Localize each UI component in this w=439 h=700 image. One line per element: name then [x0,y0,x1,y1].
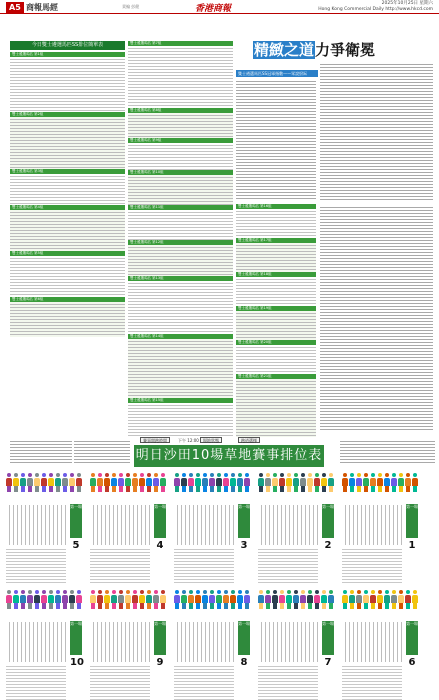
race-tab: 第一場 [322,504,334,538]
jockey-silk-icon [188,473,194,493]
jockey-silk-icon [307,590,313,610]
table-block: 雙士遴選馬匹 第9組 [128,138,233,173]
jockey-silk-icon [384,473,390,493]
jockey-silk-icon [153,473,159,493]
jockey-silks-row [90,470,168,498]
jockey-silk-icon [356,473,362,493]
table-block: 雙士遴選馬匹 第11組 [128,205,233,243]
jockey-silk-icon [265,473,271,493]
jockey-silk-icon [6,590,12,610]
race-block [6,587,84,668]
race-number: 2 [324,540,332,551]
jockey-silk-icon [104,473,110,493]
jockey-silk-icon [286,473,292,493]
jockey-silk-icon [307,473,313,493]
race-number: 7 [324,657,332,668]
jockey-silk-icon [223,473,229,493]
jockey-silk-icon [363,473,369,493]
jockey-silk-icon [125,590,131,610]
horse-list [6,505,66,545]
jockey-silk-icon [188,590,194,610]
brand-logo: 香港商報 [195,4,232,14]
jockey-silk-icon [55,473,61,493]
jockey-silk-icon [62,473,68,493]
table-block: 雙士遴選馬匹 第13組 [128,276,233,337]
jockey-silk-icon [230,590,236,610]
race-block [342,587,420,668]
race-number: 6 [408,657,416,668]
jockey-silk-icon [321,473,327,493]
jockey-silks-row [342,470,420,498]
table-block: 雙士遴選馬匹 第21組 [236,374,316,437]
start-time-label: 賽事開跑時間 [140,437,170,443]
horse-list [6,622,66,662]
jockey-silk-icon [111,590,117,610]
table-block: 雙士遴選馬匹 第8組 [128,108,233,141]
jockey-silk-icon [391,590,397,610]
horse-stats [90,664,150,700]
table-block: 雙士遴選馬匹 第20組 [236,340,316,375]
table-block: 雙士遴選馬匹 第17組 [236,238,316,273]
race-tab: 第一場 [238,504,250,538]
jockey-silk-icon [342,590,348,610]
table-block: 雙士遴選馬匹 第2組 [10,112,125,172]
race-tab: 第一場 [406,621,418,655]
jockey-silk-icon [244,590,250,610]
race-block [342,470,420,551]
jockey-silk-icon [76,590,82,610]
jockey-silk-icon [356,590,362,610]
jockey-silk-icon [41,473,47,493]
table-block: 雙士遴選馬匹 第6組 [10,297,125,337]
jockey-silk-icon [146,590,152,610]
jockey-silk-icon [27,473,33,493]
jockey-silk-icon [370,473,376,493]
jockey-silk-icon [34,590,40,610]
jockey-silk-icon [216,590,222,610]
race-number: 10 [70,657,84,668]
table-block: 雙士遴選馬匹 第1組 [10,52,125,115]
jockey-silk-icon [279,473,285,493]
start-time-value: 下午 12:00 [178,438,199,443]
race-number: 9 [156,657,164,668]
race-card-title: 明日沙田10場草地賽事排位表 [134,445,324,467]
horse-list [90,622,150,662]
jockey-silk-icon [405,473,411,493]
jockey-silk-icon [412,590,418,610]
jockey-silks-row [342,587,420,615]
date-line: 2025年10月25日 星期六 Hong Kong Commercial Daily http://www.hkcd.com [318,1,433,12]
jockey-silk-icon [48,590,54,610]
race-block [174,470,252,551]
race-tab: 第一場 [154,621,166,655]
jockey-silk-icon [76,473,82,493]
jockey-silk-icon [405,590,411,610]
article-body [236,79,316,201]
jockey-silk-icon [181,473,187,493]
jockey-silk-icon [62,590,68,610]
jockey-silk-icon [139,473,145,493]
jockey-silk-icon [125,473,131,493]
jockey-silk-icon [384,590,390,610]
horse-list [174,505,234,545]
race-block [258,587,336,668]
jockey-silk-icon [314,590,320,610]
editor-credit: 責編 彭健 [122,4,140,9]
jockey-silk-icon [209,590,215,610]
going-label: 場地狀態 [200,437,222,443]
jockey-silk-icon [223,590,229,610]
jockey-silk-icon [27,590,33,610]
jockey-silk-icon [237,473,243,493]
jockey-silk-icon [90,590,96,610]
jockey-silk-icon [20,473,26,493]
jockey-silk-icon [328,473,334,493]
race-tab: 第一場 [70,504,82,538]
jockey-silk-icon [132,473,138,493]
feature-title: 精緻之道力爭衛冕 [254,41,376,59]
jockey-silks-row [174,587,252,615]
jockey-silk-icon [293,473,299,493]
race-block [258,470,336,551]
horse-list [174,622,234,662]
jockey-silk-icon [244,473,250,493]
horse-stats [174,547,234,585]
race-block [174,587,252,668]
jockey-silk-icon [153,590,159,610]
jockey-silk-icon [286,590,292,610]
table-block: 雙士遴選馬匹 第18組 [236,272,316,307]
jockey-silk-icon [13,590,19,610]
jockey-silk-icon [370,590,376,610]
section-title: 商報馬經 [26,3,58,12]
race-tab: 第一場 [154,504,166,538]
jockey-silk-icon [90,473,96,493]
horse-stats [90,547,150,585]
page-header [0,0,439,14]
jockey-silk-icon [272,473,278,493]
race-tab: 第一場 [322,621,334,655]
jockey-silk-icon [349,473,355,493]
table-block: 雙士遴選馬匹 第10組 [128,170,233,208]
race-block [90,587,168,668]
race-number: 3 [240,540,248,551]
race-tab: 第一場 [406,504,418,538]
horse-stats [6,547,66,585]
jockey-silk-icon [279,590,285,610]
jockey-silk-icon [230,473,236,493]
jockey-silk-icon [265,590,271,610]
jockey-silks-row [6,587,84,615]
jockey-silk-icon [328,590,334,610]
table-block: 雙士遴選馬匹 第14組 [128,334,233,401]
jockey-silk-icon [412,473,418,493]
jockey-silk-icon [181,590,187,610]
jockey-silk-icon [97,590,103,610]
race-number: 1 [408,540,416,551]
jockey-silk-icon [321,590,327,610]
jockey-silk-icon [202,473,208,493]
race-number: 4 [156,540,164,551]
jockey-silk-icon [209,473,215,493]
horse-stats [174,664,234,700]
jockey-silks-row [258,470,336,498]
jockey-silk-icon [258,473,264,493]
jockey-silk-icon [146,473,152,493]
table-block: 雙士遴選馬匹 第15組 [128,398,233,437]
horse-stats [342,664,402,700]
jockey-silks-row [174,470,252,498]
jockey-silk-icon [216,473,222,493]
table-block: 雙士遴選馬匹 第3組 [10,169,125,208]
horse-list [258,505,318,545]
jockey-silk-icon [69,473,75,493]
table-block: 雙士遴選馬匹 第5組 [10,251,125,300]
jockey-silk-icon [377,590,383,610]
race-number: 8 [240,657,248,668]
jockey-silk-icon [398,473,404,493]
horse-list [342,505,402,545]
jockey-silks-row [90,587,168,615]
jockey-silk-icon [139,590,145,610]
jockey-silk-icon [342,473,348,493]
horse-stats [258,664,318,700]
race-number: 5 [72,540,80,551]
jockey-silk-icon [118,590,124,610]
jockey-silk-icon [160,473,166,493]
jockey-silk-icon [132,590,138,610]
article-body [320,62,433,202]
jockey-silk-icon [174,473,180,493]
jockey-silk-icon [6,473,12,493]
table-block: 雙士遴選馬匹 第7組 [128,41,233,110]
jockey-silk-icon [48,473,54,493]
jockey-silk-icon [398,590,404,610]
jockey-silk-icon [174,590,180,610]
jockey-silk-icon [300,590,306,610]
jockey-silk-icon [104,590,110,610]
jockey-silks-row [258,587,336,615]
jockey-silk-icon [55,590,61,610]
horse-stats [342,547,402,585]
jockey-silk-icon [13,473,19,493]
race-tab: 第一場 [238,621,250,655]
jockey-silk-icon [377,473,383,493]
jockey-silk-icon [363,590,369,610]
race-tab: 第一場 [70,621,82,655]
jockey-silk-icon [111,473,117,493]
top-banner: 今日雙士遴選馬匹SS排位簡單表 [10,41,125,50]
jockey-silk-icon [314,473,320,493]
horse-list [90,505,150,545]
horse-list [258,622,318,662]
table-block: 雙士遴選馬匹 第12組 [128,240,233,278]
jockey-silk-icon [293,590,299,610]
horse-stats [6,664,66,700]
table-block: 雙士遴選馬匹 第4組 [10,205,125,254]
page-number: A5 [6,2,24,13]
jockey-silk-icon [195,473,201,493]
jockey-silk-icon [391,473,397,493]
horse-stats [258,547,318,585]
race-block [6,470,84,551]
jockey-silk-icon [69,590,75,610]
table-block: 雙士遴選馬匹 第19組 [236,306,316,341]
jockey-silk-icon [195,590,201,610]
track-label: 跑道選擇 [238,437,260,443]
jockey-silk-icon [118,473,124,493]
feature-subtitle: 雙士遴選馬匹SS冠軍指數——眾說紛紜 [236,70,318,77]
jockey-silk-icon [34,473,40,493]
jockey-silk-icon [202,590,208,610]
jockey-silk-icon [41,590,47,610]
jockey-silk-icon [97,473,103,493]
article-body [320,205,433,431]
jockey-silk-icon [20,590,26,610]
jockey-silk-icon [160,590,166,610]
jockey-silk-icon [258,590,264,610]
race-block [90,470,168,551]
jockey-silk-icon [237,590,243,610]
jockey-silk-icon [349,590,355,610]
jockey-silks-row [6,470,84,498]
jockey-silk-icon [272,590,278,610]
horse-list [342,622,402,662]
jockey-silk-icon [300,473,306,493]
table-block: 雙士遴選馬匹 第16組 [236,204,316,239]
